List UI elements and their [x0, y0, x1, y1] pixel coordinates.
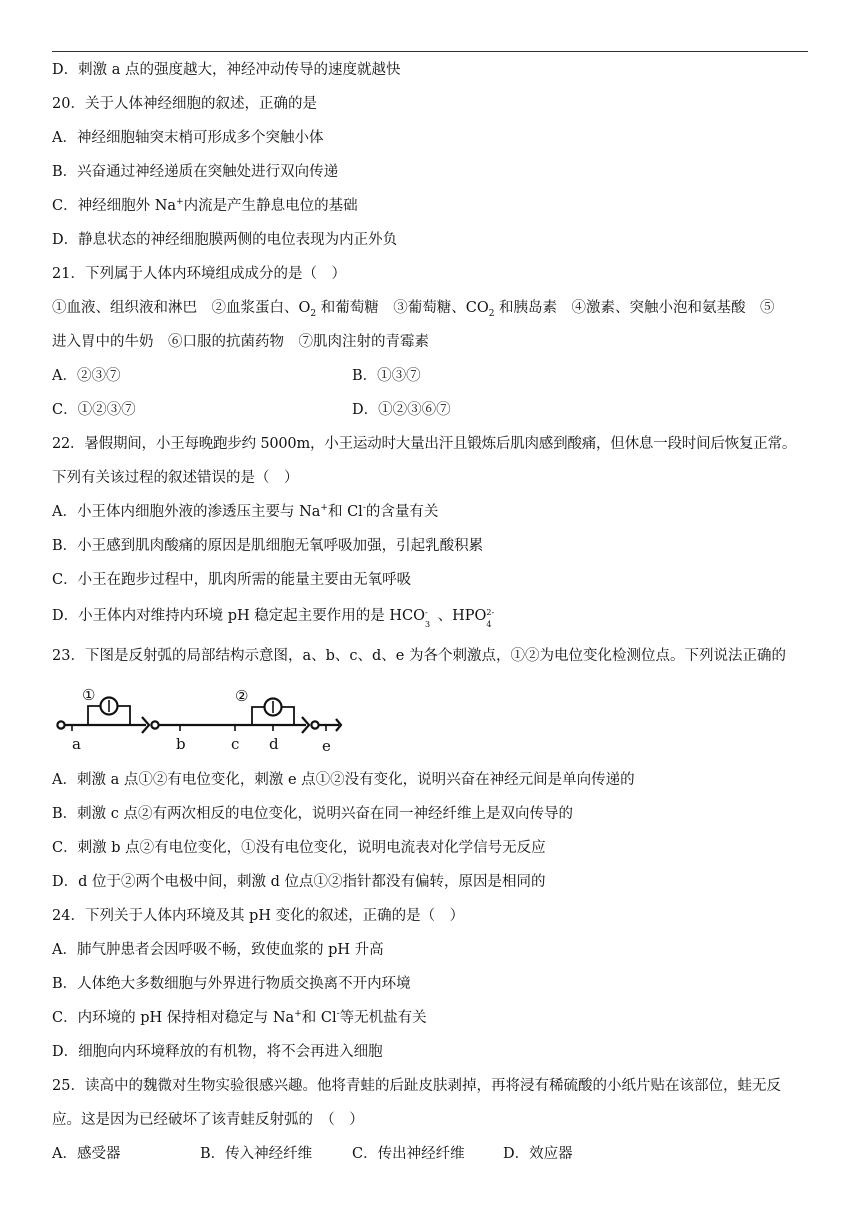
- q21-items-line1: ①血液、组织液和淋巴 ②血浆蛋白、$O_2$ 和葡萄糖 ③葡萄糖、$CO_2$ 和胰岛素 ④激素、突触小泡和氨基酸 ⑤: [52, 300, 775, 319]
- q22-option-d: D．小王体内对维持内环境 pH 稳定起主要作用的是 HCO - 3 、HPO 2- 4: [52, 608, 495, 629]
- header-rule: [52, 51, 808, 52]
- q25-option-c: C．传出神经纤维: [352, 1146, 465, 1162]
- q23-option-b: B．刺激 c 点②有两次相反的电位变化，说明兴奋在同一神经纤维上是双向传导的: [52, 806, 573, 822]
- point-b-label: b: [176, 735, 186, 753]
- q23-option-c: C．刺激 b 点②有电位变化，①没有电位变化，说明电流表对化学信号无反应: [52, 840, 546, 856]
- point-d-label: d: [269, 735, 279, 753]
- q20-option-d: D．静息状态的神经细胞膜两侧的电位表现为内正外负: [52, 232, 398, 248]
- q23-option-a: A．刺激 a 点①②有电位变化，刺激 e 点①②没有变化，说明兴奋在神经元间是单向传递的: [52, 772, 635, 788]
- q20-stem: 20．关于人体神经细胞的叙述，正确的是: [52, 96, 317, 112]
- q24-option-a: A．肺气肿患者会因呼吸不畅，致使血浆的 pH 升高: [52, 942, 384, 958]
- q24-stem: 24．下列关于人体内环境及其 pH 变化的叙述，正确的是（ ）: [52, 908, 465, 924]
- q22-option-c: C．小王在跑步过程中，肌肉所需的能量主要由无氧呼吸: [52, 572, 412, 588]
- reflex-arc-diagram: [52, 678, 352, 754]
- q25-stem-line2: 应。这是因为已经破坏了该青蛙反射弧的 （ ）: [52, 1112, 364, 1128]
- q25-option-d: D．效应器: [503, 1146, 573, 1162]
- cell-body-2: [151, 721, 158, 728]
- q20-option-a: A．神经细胞轴突末梢可形成多个突触小体: [52, 130, 324, 146]
- q19-option-d: D．刺激 a 点的强度越大，神经冲动传导的速度就越快: [52, 62, 401, 78]
- q24-option-d: D．细胞向内环境释放的有机物，将不会再进入细胞: [52, 1044, 383, 1060]
- q24-option-b: B．人体绝大多数细胞与外界进行物质交换离不开内环境: [52, 976, 411, 992]
- q24-option-c: C．内环境的 pH 保持相对稳定与 Na+和 Cl-等无机盐有关: [52, 1009, 427, 1026]
- q21-option-b: B．①③⑦: [352, 368, 421, 384]
- q21-items-line2: 进入胃中的牛奶 ⑥口服的抗菌药物 ⑦肌肉注射的青霉素: [52, 334, 429, 350]
- point-c-label: c: [231, 735, 240, 753]
- q20-option-c: C．神经细胞外 Na+内流是产生静息电位的基础: [52, 197, 358, 214]
- q23-option-d: D．d 位于②两个电极中间，刺激 d 位点①②指针都没有偏转，原因是相同的: [52, 874, 546, 890]
- cell-body-3: [311, 721, 318, 728]
- q20-option-b: B．兴奋通过神经递质在突触处进行双向传递: [52, 164, 339, 180]
- point-a-label: a: [72, 735, 81, 753]
- q21-option-d: D．①②③⑥⑦: [352, 402, 451, 418]
- meter-2-label: ②: [235, 687, 249, 705]
- q25-option-b: B．传入神经纤维: [200, 1146, 313, 1162]
- q22-option-b: B．小王感到肌肉酸痛的原因是肌细胞无氧呼吸加强，引起乳酸积累: [52, 538, 484, 554]
- q25-option-a: A．感受器: [52, 1146, 121, 1162]
- q21-stem: 21．下列属于人体内环境组成成分的是（ ）: [52, 266, 346, 282]
- cell-body-1: [57, 721, 64, 728]
- q25-stem-line1: 25．读高中的魏微对生物实验很感兴趣。他将青蛙的后趾皮肤剥掉，再将浸有稀硫酸的小纸片贴在该部位，蛙无反: [52, 1078, 781, 1094]
- q22-option-a: A．小王体内细胞外液的渗透压主要与 Na+和 Cl-的含量有关: [52, 503, 439, 520]
- q22-stem-line2: 下列有关该过程的叙述错误的是（ ）: [52, 470, 299, 486]
- q22-stem-line1: 22．暑假期间，小王每晚跑步约 5000m，小王运动时大量出汗且锻炼后肌肉感到酸痛，但休息一段时间后恢复正常。: [52, 436, 797, 452]
- q21-option-c: C．①②③⑦: [52, 402, 136, 418]
- meter-1-label: ①: [82, 686, 96, 704]
- point-e-label: e: [322, 737, 331, 754]
- q21-option-a: A．②③⑦: [52, 368, 121, 384]
- q23-stem: 23．下图是反射弧的局部结构示意图，a、b、c、d、e 为各个刺激点，①②为电位变化检测位点。下列说法正确的: [52, 648, 786, 664]
